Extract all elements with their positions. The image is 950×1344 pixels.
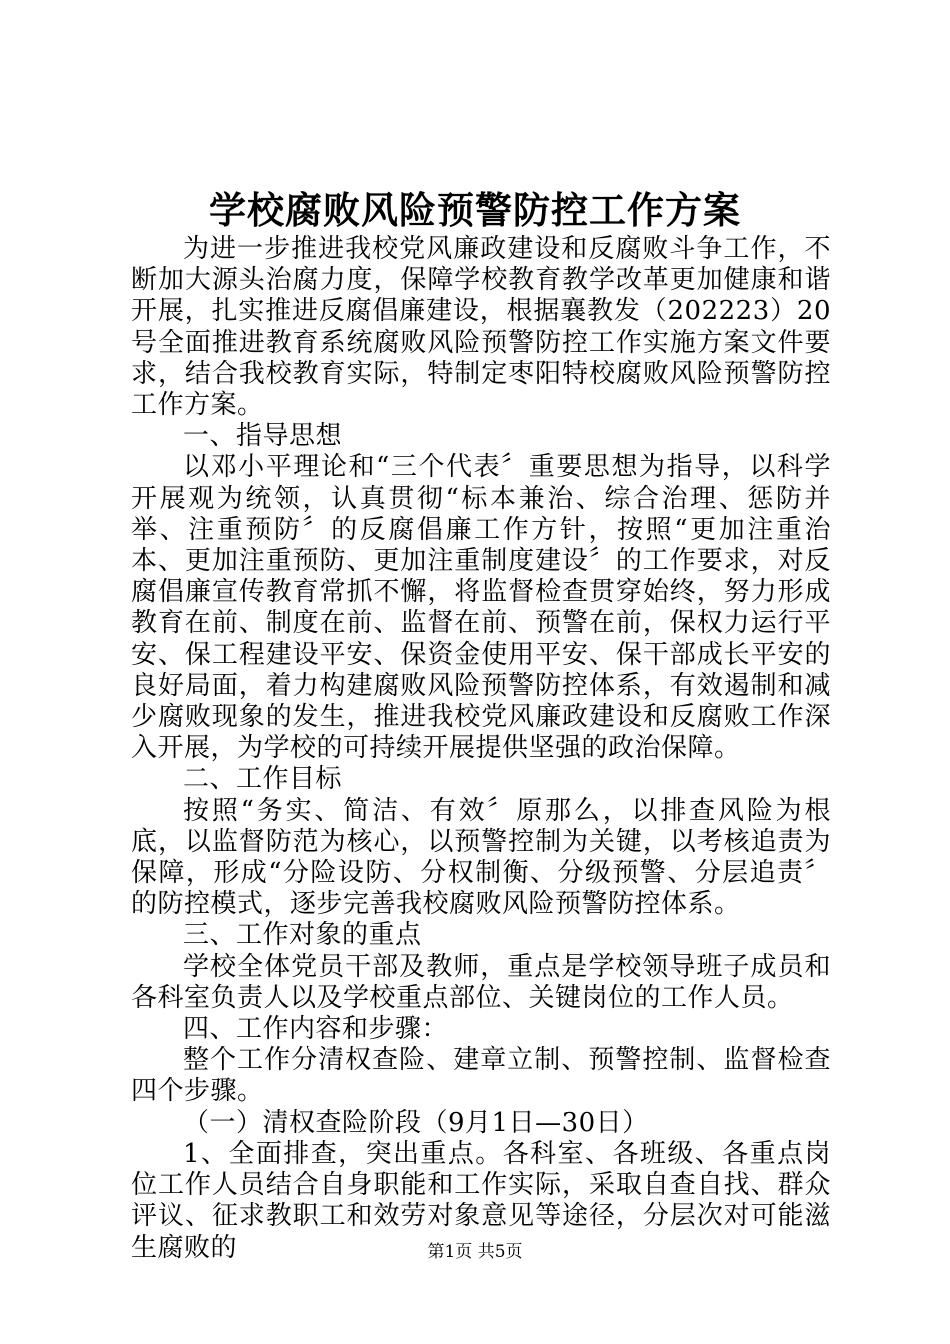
subsection-heading-phase-one: （一）清权查险阶段（9月1日—30日） [183, 1107, 649, 1138]
section-heading-work-goals: 二、工作目标 [183, 764, 343, 795]
paragraph-work-goals: 按照“务实、简洁、有效〞原那么，以排查风险为根底，以监督防范为核心，以预警控制为关键，以考核追责为保障，形成“分险设防、分权制衡、分级预警、分层追责〞的防控模式，逐步完善我校腐败风险预警防控体系。 [131, 795, 831, 920]
document-body [131, 234, 831, 1264]
page-footer: 第1页 共5页 [427, 1242, 523, 1262]
paragraph-content-steps: 整个工作分清权查险、建章立制、预警控制、监督检查四个步骤。 [131, 1045, 831, 1107]
paragraph-guiding-ideology: 以邓小平理论和“三个代表〞重要思想为指导，以科学开展观为统领，认真贯彻“标本兼治、综合治理、惩防并举、注重预防〞的反腐倡廉工作方针，按照“更加注重治本、更加注重预防、更加注重制度建设〞的工作要求，对反腐倡廉宣传教育常抓不懈，将监督检查贯穿始终，努力形成教育在前、制度在前、监督在前、预警在前，保权力运行平安、保工程建设平安、保资金使用平安、保干部成长平安的良好局面，着力构建腐败风险预警防控体系，有效遏制和减少腐败现象的发生，推进我校党风廉政建设和反腐败工作深入开展，为学校的可持续开展提供坚强的政治保障。 [131, 452, 831, 764]
section-heading-content-steps: 四、工作内容和步骤： [183, 1014, 449, 1045]
section-heading-work-targets: 三、工作对象的重点 [183, 920, 422, 951]
paragraph-work-targets: 学校全体党员干部及教师，重点是学校领导班子成员和各科室负责人以及学校重点部位、关键岗位的工作人员。 [131, 951, 831, 1013]
paragraph-phase-one-item-1: 1、全面排查，突出重点。各科室、各班级、各重点岗位工作人员结合自身职能和工作实际，采取自查自找、群众评议、征求教职工和效劳对象意见等途径，分层次对可能滋生腐败的 [131, 1138, 831, 1263]
paragraph-intro: 为进一步推进我校党风廉政建设和反腐败斗争工作，不断加大源头治腐力度，保障学校教育教学改革更加健康和谐开展，扎实推进反腐倡廉建设，根据襄教发（202223）20号全面推进教育系统腐败风险预警防控工作实施方案文件要求，结合我校教育实际，特制定枣阳特校腐败风险预警防控工作方案。 [131, 234, 831, 421]
section-heading-guiding-ideology: 一、指导思想 [183, 421, 343, 452]
document-title: 学校腐败风险预警防控工作方案 [209, 188, 741, 232]
